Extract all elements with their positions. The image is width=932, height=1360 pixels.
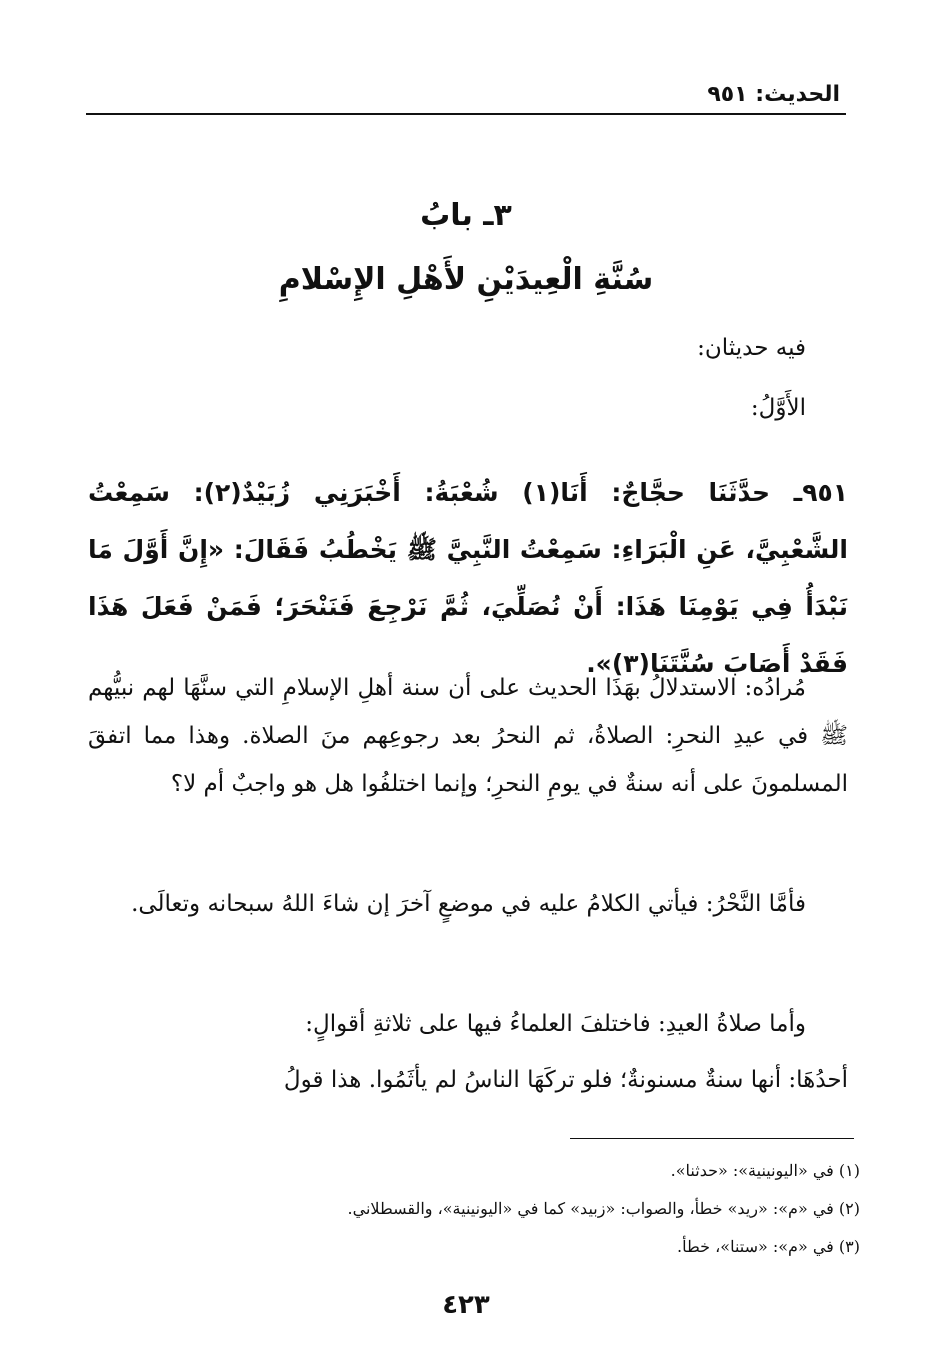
commentary-paragraph-4: أحدُهَا: أنها سنةٌ مسنونةٌ؛ فلو تركَهَا الناسُ لم يأثَمُوا. هذا قولُ: [283, 1067, 848, 1093]
footnote-2: (٢) في «م»: «ريد» خطأ، والصواب: «زبيد» كما في «اليونينية»، والقسطلاني.: [347, 1199, 860, 1218]
chapter-number: ٣ـ بابُ: [420, 198, 512, 233]
hadith-text: ٩٥١ـ حدَّثَنَا حجَّاجٌ: أَنَا(١) شُعْبَةُ: أَخْبَرَنِي زُبَيْدٌ(٢): سَمِعْتُ الشَّعْبِيَّ، عَنِ الْبَرَاءِ: سَمِعْتُ النَّبِيَّ ﷺ يَخْطُبُ فَقَالَ: «إِنَّ أَوَّلَ مَا نَبْدَأُ فِي يَوْمِنَا هَذَا: أَنْ نُصَلِّيَ، ثُمَّ نَرْجِعَ فَنَنْحَرَ؛ فَمَنْ فَعَلَ هَذَا فَقَدْ أَصَابَ سُنَّتَنَا(٣)».: [88, 478, 848, 678]
intro-line-2: الأَوَّلُ:: [750, 395, 806, 421]
intro-line-1: فيه حديثان:: [697, 335, 806, 361]
commentary-paragraph-2: [88, 880, 848, 928]
footnote-divider: [570, 1138, 854, 1139]
commentary-paragraph-3: وأما صلاةُ العيدِ: فاختلفَ العلماءُ فيها على ثلاثةِ أقوالٍ:: [305, 1011, 806, 1037]
commentary-text-1: مُرادُه: الاستدلالُ بهَذَا الحديث على أن سنة أهلِ الإسلامِ التي سنَّهَا لهم نبيُّهم ﷺ في عيدِ النحرِ: الصلاةُ، ثم النحرُ بعد رجوعِهم منَ الصلاة. وهذا مما اتفقَ المسلمونَ على أنه سنةٌ في يومِ النحرِ؛ وإنما اختلفُوا هل هو واجبٌ أم لا؟: [88, 675, 848, 797]
footnote-3: (٣) في «م»: «ستنا»، خطأ.: [677, 1237, 860, 1256]
header-divider: [86, 113, 846, 115]
running-title: الحديث: ٩٥١: [707, 82, 840, 107]
commentary-paragraph-1: [88, 664, 848, 808]
footnote-1: (١) في «اليونينية»: «حدثنا».: [670, 1161, 860, 1180]
chapter-title: سُنَّةِ الْعِيدَيْنِ لأَهْلِ الإِسْلامِ: [278, 262, 654, 297]
page-number: ٤٢٣: [442, 1290, 490, 1320]
commentary-text-2: فأمَّا النَّحْرُ: فيأتي الكلامُ عليه في موضعٍ آخرَ إن شاءَ اللهُ سبحانه وتعالَى.: [131, 891, 806, 917]
running-header: [88, 82, 844, 112]
